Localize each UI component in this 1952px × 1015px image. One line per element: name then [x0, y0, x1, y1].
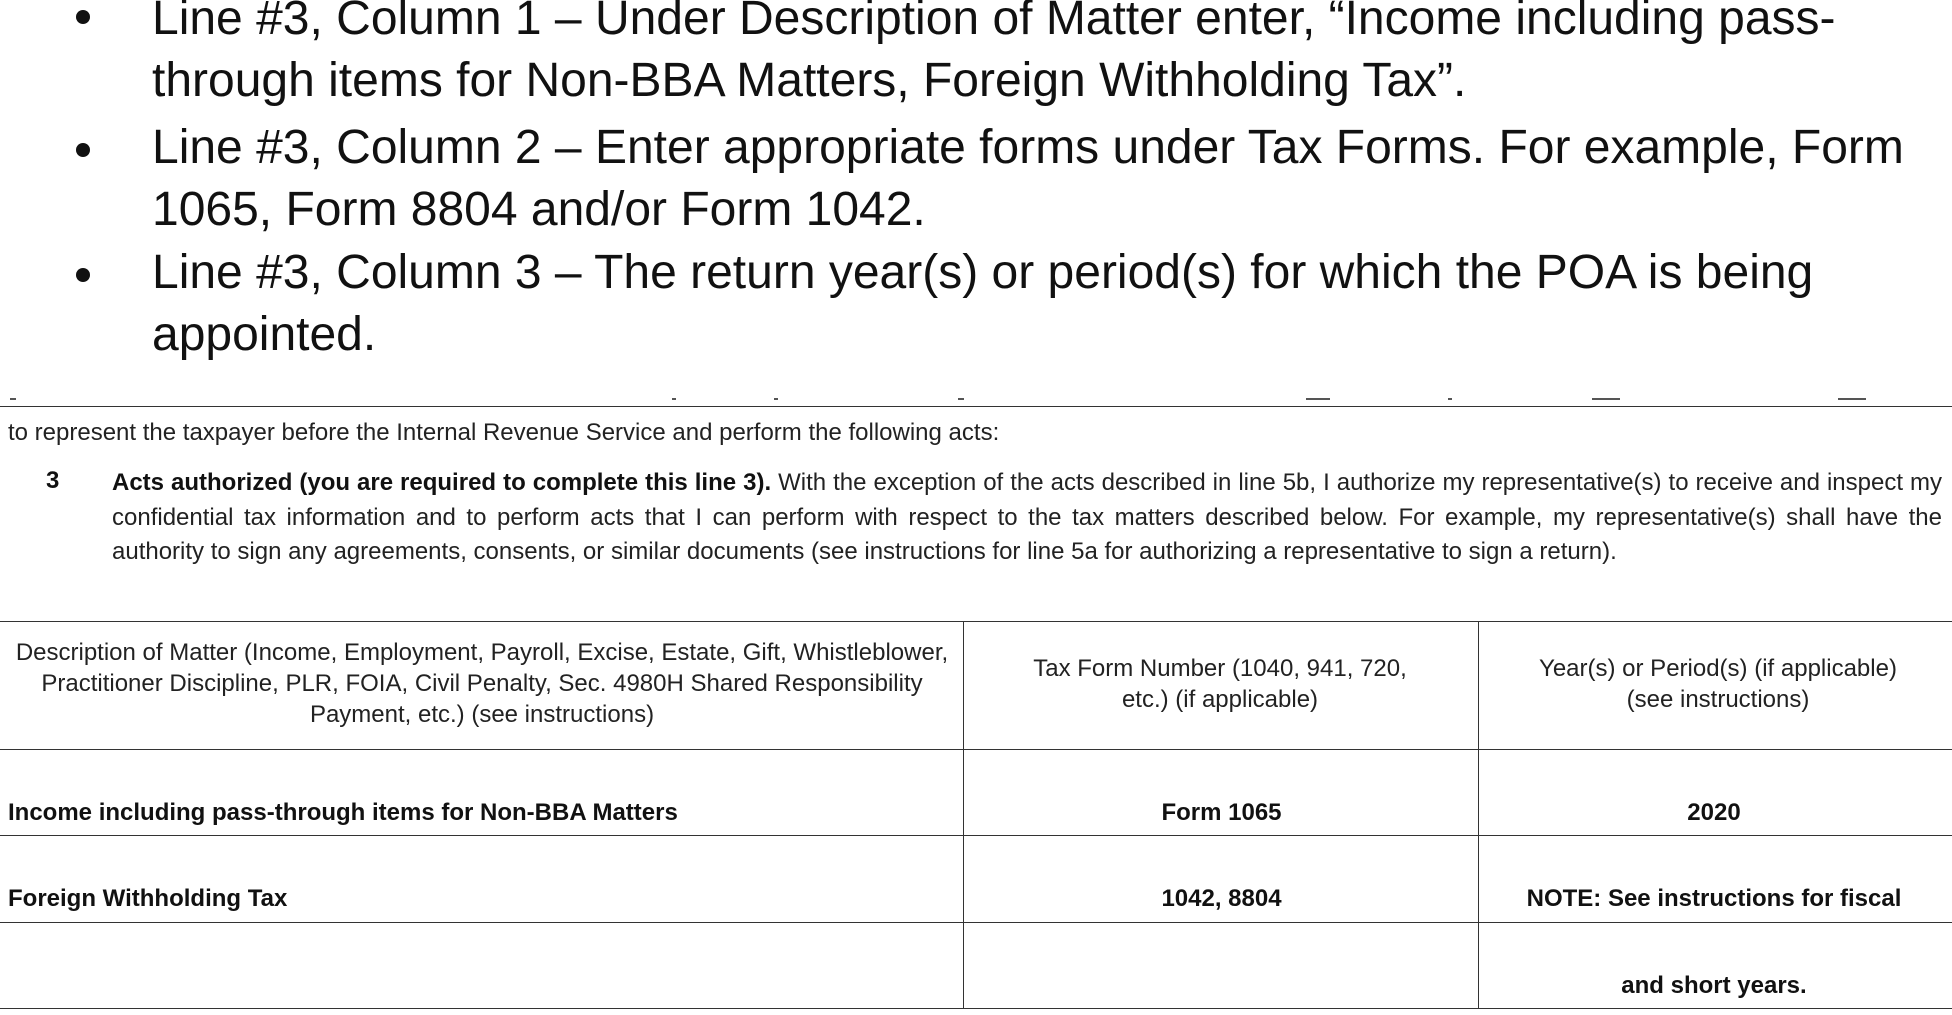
table-rule: [0, 621, 1952, 622]
row2-description-cell[interactable]: Foreign Withholding Tax: [8, 885, 288, 912]
row2-form-cell[interactable]: 1042, 8804: [1161, 885, 1282, 912]
column-header-year: Year(s) or Period(s) (if applicable) (see instructions): [1539, 655, 1897, 713]
table-column-divider: [963, 621, 964, 1009]
bullet-dot-icon: [76, 143, 90, 157]
table-rule: [0, 835, 1952, 836]
divider-tick: [1838, 398, 1866, 400]
table-rule: [0, 749, 1952, 750]
divider-tick: [958, 398, 964, 400]
divider-tick: [1306, 398, 1330, 400]
table-column-divider: [1478, 621, 1479, 1009]
bullet-dot-icon: [76, 10, 90, 24]
row1-year-cell[interactable]: 2020: [1687, 799, 1741, 826]
tax-matters-table: [0, 621, 1952, 1011]
bullet-text: Line #3, Column 3 – The return year(s) or period(s) for which the POA is being appointed.: [152, 246, 1814, 361]
line-number: 3: [46, 467, 60, 494]
row1-description-cell[interactable]: Income including pass-through items for Non-BBA Matters: [8, 799, 678, 826]
bullet-dot-icon: [76, 268, 90, 282]
acts-authorized-paragraph: [112, 466, 1942, 570]
column-header-tax-form: Tax Form Number (1040, 941, 720, etc.) (if applicable): [1033, 655, 1407, 713]
row3-year-cell[interactable]: and short years.: [1621, 972, 1807, 999]
table-rule: [0, 922, 1952, 923]
acts-heading: Acts authorized (you are required to complete this line 3).: [112, 469, 772, 496]
column-header-description: Description of Matter (Income, Employment, Payroll, Excise, Estate, Gift, Whistleblower, Practitioner Discipline, PLR, FOIA, Civil Penalty, Sec. 4980H Shared Responsibility Payment, etc.) (see instructions): [15, 639, 949, 728]
bullet-text: Line #3, Column 1 – Under Description of Matter enter, “Income including pass-through items for Non-BBA Matters, Foreign Withholding Tax”.: [152, 0, 1836, 107]
acts-body: With the exception of the acts described in line 5b, I authorize my representative(s) to receive and inspect my confidential tax information and to perform acts that I can perform with respect to the tax matters described below. For example, my representative(s) shall have the authority to sign any agreements, consents, or similar documents (see instructions for line 5a for authorizing a representative to sign a return).: [112, 469, 1942, 566]
divider-tick: [1592, 398, 1620, 400]
divider-tick: [10, 398, 16, 400]
row1-form-cell[interactable]: Form 1065: [1161, 799, 1282, 826]
form-top-divider: [0, 406, 1952, 407]
divider-tick: [672, 398, 676, 400]
divider-tick: [1448, 398, 1452, 400]
divider-tick: [774, 398, 778, 400]
table-rule: [0, 1008, 1952, 1009]
bullet-text: Line #3, Column 2 – Enter appropriate forms under Tax Forms. For example, Form 1065, Form 8804 and/or Form 1042.: [152, 121, 1904, 236]
row2-year-cell[interactable]: NOTE: See instructions for fiscal: [1526, 885, 1902, 912]
represent-statement: to represent the taxpayer before the Internal Revenue Service and perform the following acts:: [8, 419, 1000, 446]
